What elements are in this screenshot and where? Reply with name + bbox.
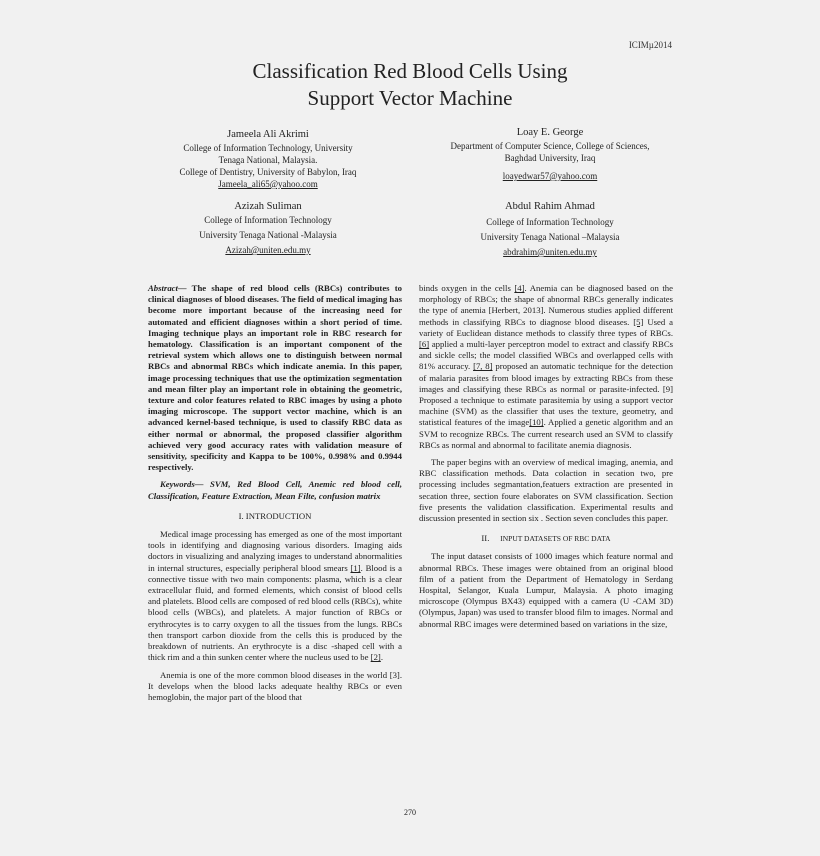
author-affiliation: University Tenaga National -Malaysia [199,230,337,240]
right-paragraph-3: The input dataset consists of 1000 images which feature normal and abnormal RBCs. These images were obtained from an original blood film of a patient from the Department of Hematology in Serdang Hospital, Selangor, Kuala Lumpur, Malaysia. A photo imaging microscope (Olympus BX43) equipped with a camera (U -CAM 3D) (Olympus, Japan) was used to transfer blood film to images. Normal and abnormal RBC images were determined based on variations in the size, [419,551,673,629]
section-number: II. [481,533,490,544]
page-number: 270 [404,808,416,817]
author-name: Loay E. George [516,127,584,138]
author-affiliation: Baghdad University, Iraq [504,153,596,163]
title-line-1: Classification Red Blood Cells Using [252,59,568,83]
section-title: INPUT DATASETS OF RBC DATA [500,534,611,544]
author-email-link[interactable]: Jameela_ali65@yahoo.com [218,179,318,189]
author-affiliation: University Tenaga National –Malaysia [480,232,620,242]
body-text: Medical image processing has emerged as one of the most important tools in identifying and diagnosing various disorders. Imaging aids doctors in visualizing and analyzing images to understand abnormalities in internal structures, especially peripheral blood smears [148,529,402,573]
body-text: applied a multi-layer perceptron model to extract and classify RBCs and sickle cells; the model classified WBCs and overlapped cells with 81% accuracy. [419,339,673,372]
intro-paragraph-2: Anemia is one of the more common blood diseases in the world [3]. It develops when the blood lacks adequate healthy RBCs or even hemoglobin, the major part of the blood that [148,669,402,702]
citation-link[interactable]: [2] [370,652,381,663]
author-block-3 [148,200,388,256]
body-text: . [380,652,383,663]
author-affiliation: College of Information Technology, University [183,143,353,153]
right-paragraph-2: The paper begins with an overview of medical imaging, anemia, and RBC classification methods. Data colaction in secation two, pre processing includes segmantation,featuers extraction are presented in secation three, section foure elaborates on SVM classification. Section five presents the validation classification. Experimental results and discussion presented in section six . Section seven concludes this paper. [419,457,673,524]
keywords: Keywords— SVM, Red Blood Cell, Anemic red blood cell, Classification, Feature Extraction, Mean Filte, confusion matrix [148,479,402,501]
intro-paragraph-1 [148,529,402,663]
body-text: . Anemia can be diagnosed based on the morphology of RBCs; the shape of abnormal RBCs generally indicates the type of anemia [Herbert, 2013]. Numerous studies applied different methods in classifying RBCs to diagnose blood diseases. [419,283,673,327]
author-affiliation: College of Information Technology [486,217,614,227]
body-text: proposed an automatic technique for the detection of malaria parasites from blood images by extracting RBCs from these images and classifying these RBCs as normal or parasite-infected. [9] Proposed a technique to estimate parasitemia by using a support vector machine (SVM) as the classifier that uses the texture, geometry, and statistical features of the image [419,361,673,428]
author-name: Abdul Rahim Ahmad [505,201,595,212]
citation-link[interactable]: [10] [529,417,544,428]
abstract [148,283,402,473]
conference-tag: ICIMµ2014 [628,40,672,50]
author-affiliation: Department of Computer Science, College of Sciences, [450,141,650,151]
body-text: Used a variety of Euclidean distance methods to classify three types of RBCs. [419,316,673,338]
right-column [419,283,673,636]
abstract-text: The shape of red blood cells (RBCs) contributes to clinical diagnoses of blood diseases. The field of medical imaging has become more important because of the increasing need for automated and efficient diagnoses within a short period of time. Imaging technique plays an important role in RBC research for hematology. Classification is an important component of the retrieval system which allows one to distinguish between normal RBCs and abnormal RBCs which indicate anemia. In this paper, image processing techniques that use the optimization segmentation and mean filter play an important role in obtaining the geometric, texture and color features related to RBC images by using a photo imaging microscope. The support vector machine, which is an advanced kernel-based technique, is used to classify RBC data as either normal or abnormal, the proposed classifier algorithm achieved very good accuracy rates with validation measure of sensitivity, specificity and Kappa to be 100%, 0.998% and 0.9944 respectively. [148,283,402,473]
body-text: . Applied a genetic algorithm and an SVM to recognize RBCs. The current research used an SVM to classify RBCs as normal and abnormal to facilitate anemia diagnosis. [419,417,674,450]
author-affiliation: College of Dentistry, University of Babylon, Iraq [179,167,357,177]
author-email-link[interactable]: Azizah@uniten.edu.my [225,245,311,255]
author-email-link[interactable]: loayedwar57@yahoo.com [502,171,598,181]
author-block-2 [420,126,680,182]
author-affiliation: College of Information Technology [204,215,332,225]
section-heading-input-datasets [419,533,673,544]
section-heading-introduction: I. INTRODUCTION [238,510,312,521]
author-email-link[interactable]: abdrahim@uniten.edu.my [503,247,597,257]
citation-link[interactable]: [5] [633,316,644,327]
abstract-label: Abstract— [148,283,187,293]
body-text: . Blood is a connective tissue with two main components: plasma, which is a clear extracellular fluid, and formed elements, which consist of blood cells and platelets. Blood cells are composed of red blood cells (RBCs), white blood cells (WBCs), and platelets. A major function of RBCs or erythrocytes is to carry oxygen to all the tissues from the lungs. RBCs then transport carbon dioxide from the cells this is produced by the breakdown of nutrients. An erythrocyte is a disc -shaped cell with a thick rim and a thin sunken center where the nucleus used to be [148,562,402,663]
author-name: Jameela Ali Akrimi [227,129,309,140]
author-name: Azizah Suliman [234,201,302,212]
author-block-4 [420,200,680,258]
citation-link[interactable]: [4] [514,283,525,293]
citation-link[interactable]: [1] [350,562,361,573]
citation-link[interactable]: [7, 8] [473,361,493,372]
body-text: binds oxygen in the cells [419,283,515,293]
author-affiliation: Tenaga National, Malaysia. [218,155,318,165]
right-paragraph-1 [419,283,673,451]
title-line-2: Support Vector Machine [307,86,513,110]
left-column [148,283,402,709]
paper-title [0,58,820,112]
author-block-1 [148,128,388,190]
citation-link[interactable]: [6] [419,339,430,350]
